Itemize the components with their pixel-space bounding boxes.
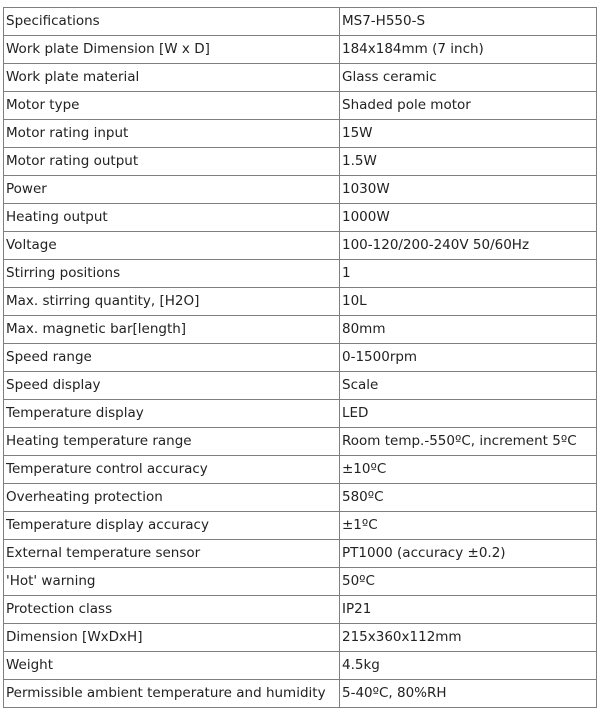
table-row bbox=[4, 36, 597, 64]
table-row bbox=[4, 428, 597, 456]
spec-value-cell: 100-120/200-240V 50/60Hz bbox=[340, 232, 597, 260]
spec-label-cell: Permissible ambient temperature and humidity bbox=[4, 680, 340, 708]
spec-label-cell: Temperature control accuracy bbox=[4, 456, 340, 484]
table-row bbox=[4, 512, 597, 540]
spec-value-cell: Glass ceramic bbox=[340, 64, 597, 92]
spec-label-cell: Dimension [WxDxH] bbox=[4, 624, 340, 652]
table-row bbox=[4, 652, 597, 680]
spec-label-cell: Stirring positions bbox=[4, 260, 340, 288]
spec-value-cell: 1 bbox=[340, 260, 597, 288]
spec-value-cell: Shaded pole motor bbox=[340, 92, 597, 120]
spec-value-cell: IP21 bbox=[340, 596, 597, 624]
table-row bbox=[4, 176, 597, 204]
table-row bbox=[4, 260, 597, 288]
spec-value-cell: ±10ºC bbox=[340, 456, 597, 484]
table-row bbox=[4, 680, 597, 708]
table-row bbox=[4, 92, 597, 120]
spec-value-cell: 5-40ºC, 80%RH bbox=[340, 680, 597, 708]
spec-label-cell: 'Hot' warning bbox=[4, 568, 340, 596]
spec-label-cell: Specifications bbox=[4, 8, 340, 36]
spec-value-cell: 580ºC bbox=[340, 484, 597, 512]
table-row bbox=[4, 8, 597, 36]
spec-label-cell: Overheating protection bbox=[4, 484, 340, 512]
table-row bbox=[4, 484, 597, 512]
table-row bbox=[4, 344, 597, 372]
table-row bbox=[4, 120, 597, 148]
table-row bbox=[4, 624, 597, 652]
spec-value-cell: PT1000 (accuracy ±0.2) bbox=[340, 540, 597, 568]
table-row bbox=[4, 400, 597, 428]
spec-value-cell: 50ºC bbox=[340, 568, 597, 596]
spec-label-cell: Work plate material bbox=[4, 64, 340, 92]
spec-label-cell: Motor rating input bbox=[4, 120, 340, 148]
spec-label-cell: Temperature display bbox=[4, 400, 340, 428]
spec-label-cell: Protection class bbox=[4, 596, 340, 624]
spec-label-cell: Temperature display accuracy bbox=[4, 512, 340, 540]
spec-label-cell: Motor rating output bbox=[4, 148, 340, 176]
spec-value-cell: 184x184mm (7 inch) bbox=[340, 36, 597, 64]
table-row bbox=[4, 568, 597, 596]
table-row bbox=[4, 316, 597, 344]
table-row bbox=[4, 540, 597, 568]
spec-label-cell: External temperature sensor bbox=[4, 540, 340, 568]
table-row bbox=[4, 232, 597, 260]
spec-label-cell: Voltage bbox=[4, 232, 340, 260]
spec-label-cell: Speed range bbox=[4, 344, 340, 372]
specifications-table-body bbox=[4, 8, 597, 708]
table-row bbox=[4, 204, 597, 232]
spec-label-cell: Heating output bbox=[4, 204, 340, 232]
spec-value-cell: 15W bbox=[340, 120, 597, 148]
spec-value-cell: ±1ºC bbox=[340, 512, 597, 540]
spec-value-cell: 0-1500rpm bbox=[340, 344, 597, 372]
spec-value-cell: 80mm bbox=[340, 316, 597, 344]
specifications-table bbox=[3, 7, 597, 708]
spec-value-cell: 215x360x112mm bbox=[340, 624, 597, 652]
spec-value-cell: MS7-H550-S bbox=[340, 8, 597, 36]
spec-label-cell: Speed display bbox=[4, 372, 340, 400]
spec-label-cell: Max. magnetic bar[length] bbox=[4, 316, 340, 344]
table-row bbox=[4, 596, 597, 624]
spec-value-cell: 1.5W bbox=[340, 148, 597, 176]
table-row bbox=[4, 288, 597, 316]
spec-value-cell: LED bbox=[340, 400, 597, 428]
spec-value-cell: 1000W bbox=[340, 204, 597, 232]
spec-label-cell: Power bbox=[4, 176, 340, 204]
spec-label-cell: Motor type bbox=[4, 92, 340, 120]
table-row bbox=[4, 148, 597, 176]
spec-label-cell: Weight bbox=[4, 652, 340, 680]
spec-value-cell: 1030W bbox=[340, 176, 597, 204]
table-row bbox=[4, 372, 597, 400]
spec-label-cell: Work plate Dimension [W x D] bbox=[4, 36, 340, 64]
table-row bbox=[4, 64, 597, 92]
spec-label-cell: Heating temperature range bbox=[4, 428, 340, 456]
spec-value-cell: 4.5kg bbox=[340, 652, 597, 680]
spec-value-cell: Scale bbox=[340, 372, 597, 400]
spec-value-cell: Room temp.-550ºC, increment 5ºC bbox=[340, 428, 597, 456]
table-row bbox=[4, 456, 597, 484]
spec-label-cell: Max. stirring quantity, [H2O] bbox=[4, 288, 340, 316]
spec-value-cell: 10L bbox=[340, 288, 597, 316]
